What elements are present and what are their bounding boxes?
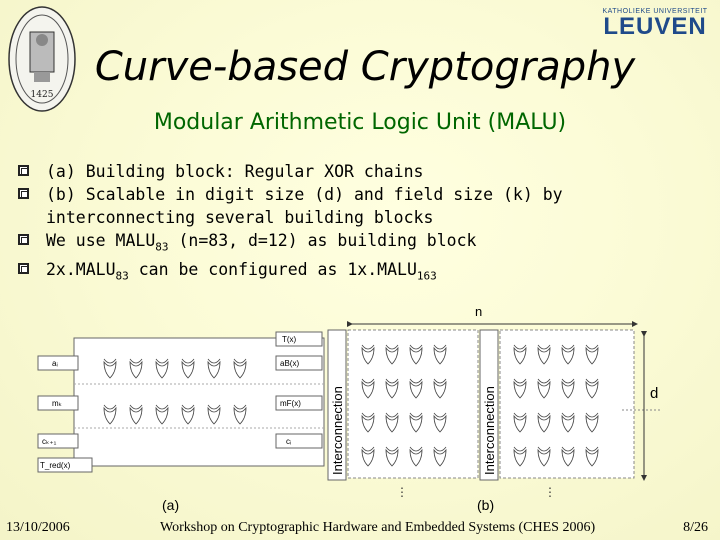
university-seal bbox=[6, 4, 78, 114]
footer-conference: Workshop on Cryptographic Hardware and Embedded Systems (CHES 2006) bbox=[160, 520, 596, 535]
svg-text:1425: 1425 bbox=[30, 90, 54, 100]
bullet-item: (b) Scalable in digit size (d) and field size (k) by interconnecting several building blocks bbox=[16, 183, 706, 229]
footer-date: 13/10/2006 bbox=[6, 520, 70, 535]
label-a: (a) bbox=[162, 497, 180, 513]
output-label-t: T(x) bbox=[282, 335, 297, 344]
bullet-item: $2x.MALU_{83}$ can be configured as $1x.MALU_{163}$ bbox=[16, 258, 706, 287]
logo-main-text: LEUVEN bbox=[603, 13, 707, 40]
svg-text:⋮: ⋮ bbox=[544, 485, 556, 499]
label-b: (b) bbox=[477, 497, 495, 513]
output-label-ab: aB(x) bbox=[280, 359, 300, 368]
bullet-item: We use $MALU_{83}$ (n=83, d=12) as building block bbox=[16, 229, 706, 258]
footer-page-number: 8/26 bbox=[683, 520, 708, 535]
checkbox-bullet-icon bbox=[18, 188, 29, 199]
input-label-c: cₖ₊₁ bbox=[42, 437, 57, 446]
d-dimension-arrow bbox=[644, 336, 658, 480]
logo-top-text: KATHOLIEKE UNIVERSITEIT bbox=[602, 8, 708, 15]
malu-diagram bbox=[22, 300, 682, 524]
checkbox-bullet-icon bbox=[18, 263, 29, 274]
bullet-list bbox=[16, 160, 706, 288]
university-seal-icon bbox=[6, 4, 78, 114]
university-logo bbox=[600, 8, 710, 41]
interconnection-bar-2 bbox=[480, 330, 498, 480]
output-label-mf: mF(x) bbox=[280, 399, 301, 408]
bullet-item: (a) Building block: Regular XOR chains bbox=[16, 160, 706, 183]
building-block-array-b bbox=[348, 330, 662, 513]
output-label-c: cᵢ bbox=[286, 437, 292, 446]
input-label-m: mₖ bbox=[52, 399, 63, 408]
slide-title: Curve-based Cryptography bbox=[94, 44, 636, 90]
checkbox-bullet-icon bbox=[18, 165, 29, 176]
slide-subtitle: Modular Arithmetic Logic Unit (MALU) bbox=[153, 110, 567, 135]
interconnection-bar-1 bbox=[328, 330, 346, 480]
n-dimension-arrow bbox=[352, 304, 637, 324]
input-label-a: aᵢ bbox=[52, 359, 58, 368]
checkbox-bullet-icon bbox=[18, 234, 29, 245]
input-label-tred: T_red(x) bbox=[40, 461, 71, 470]
svg-text:n: n bbox=[475, 304, 483, 319]
svg-text:Interconnection: Interconnection bbox=[330, 386, 345, 475]
building-block-a bbox=[38, 332, 324, 513]
svg-text:⋮: ⋮ bbox=[396, 485, 408, 499]
svg-text:Interconnection: Interconnection bbox=[482, 386, 497, 475]
svg-text:d: d bbox=[650, 385, 659, 402]
